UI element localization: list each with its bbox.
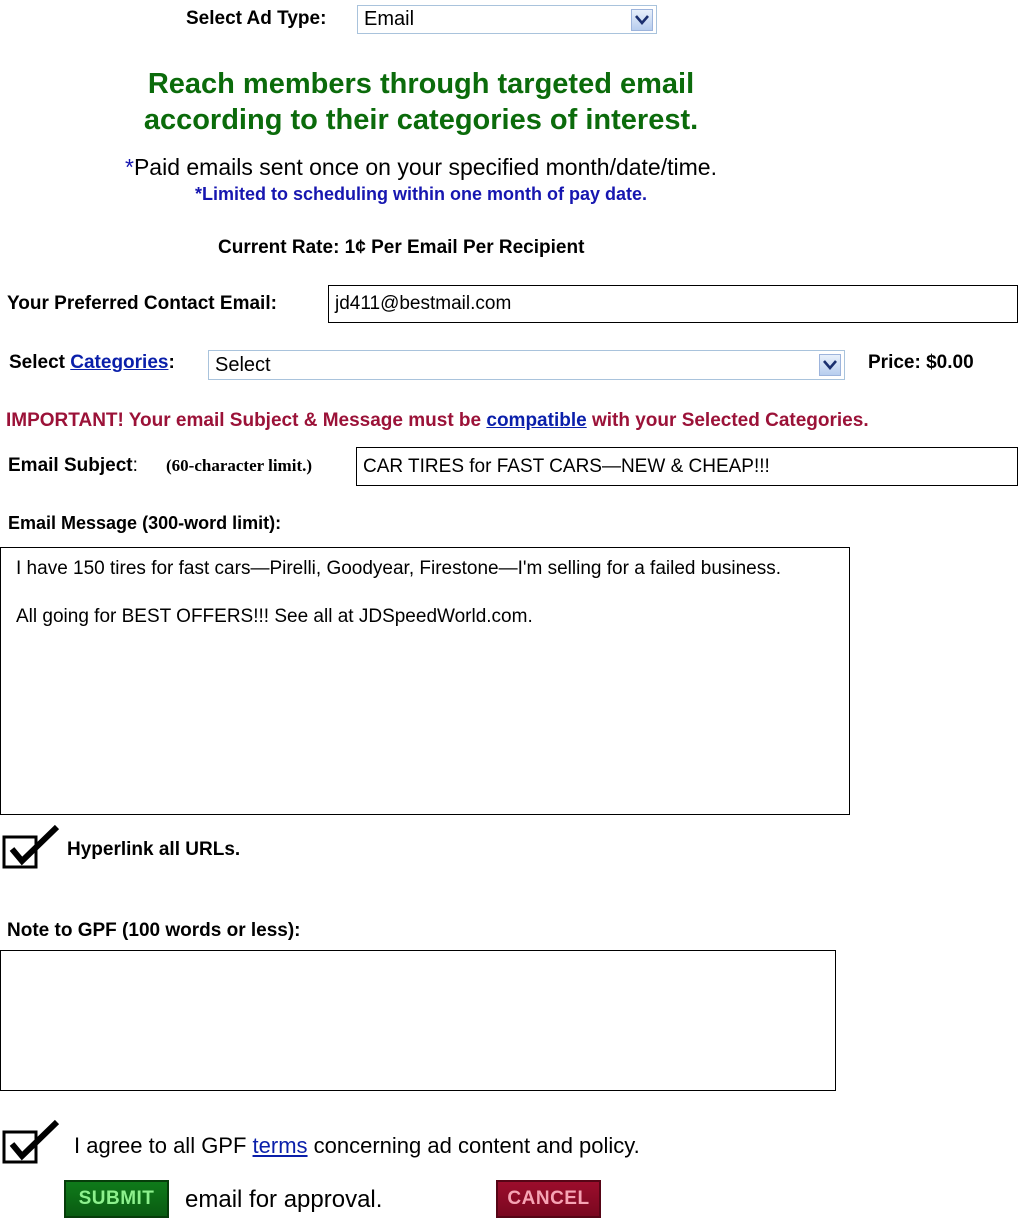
categories-prefix: Select: [9, 352, 71, 373]
subject-input[interactable]: CAR TIRES for FAST CARS—NEW & CHEAP!!!: [356, 447, 1018, 486]
categories-label: [9, 352, 175, 374]
message-label-main: Email Message: [8, 513, 138, 533]
categories-link[interactable]: Categories: [70, 352, 169, 373]
message-paragraph-2: All going for BEST OFFERS!!! See all at JDSpeedWorld.com.: [16, 606, 533, 627]
ad-type-label: Select Ad Type:: [186, 8, 327, 29]
note-label: Note to GPF (100 words or less):: [7, 920, 301, 941]
agree-checkbox[interactable]: [2, 1118, 60, 1169]
contact-email-input[interactable]: jd411@bestmail.com: [328, 285, 1018, 323]
categories-value: Select: [215, 353, 271, 376]
headline-line2: according to their categories of interest.: [143, 104, 699, 136]
headline: [0, 66, 842, 138]
subject-colon: :: [132, 455, 138, 476]
message-paragraph-1: I have 150 tires for fast cars—Pirelli, Goodyear, Firestone—I'm selling for a failed business.: [16, 558, 782, 579]
message-label: [8, 513, 281, 534]
subject-limit: (60-character limit.): [166, 456, 313, 475]
agree-text: [74, 1133, 640, 1159]
terms-link[interactable]: terms: [252, 1133, 308, 1158]
current-rate: Current Rate: 1¢ Per Email Per Recipient: [218, 237, 585, 258]
contact-email-label: Your Preferred Contact Email:: [7, 293, 277, 314]
categories-suffix: :: [168, 352, 175, 373]
paid-emails-note: [0, 154, 842, 181]
compatible-link[interactable]: compatible: [486, 410, 587, 431]
ad-type-value: Email: [364, 8, 415, 30]
agree-before: I agree to all GPF: [74, 1133, 253, 1158]
checkbox-checked-icon: [2, 1118, 60, 1164]
paid-text: Paid emails sent once on your specified month/date/time.: [133, 154, 717, 180]
submit-button[interactable]: SUBMIT: [64, 1180, 169, 1218]
hyperlink-checkbox[interactable]: [2, 823, 60, 874]
ad-type-select[interactable]: [357, 5, 657, 34]
subject-label: Email Subject: [8, 455, 133, 476]
cancel-button[interactable]: CANCEL: [496, 1180, 601, 1218]
important-notice: [6, 410, 869, 432]
subject-label-group: [8, 455, 138, 477]
important-after: with your Selected Categories.: [586, 410, 869, 431]
note-textarea[interactable]: [0, 950, 836, 1091]
message-textarea[interactable]: [0, 547, 850, 815]
chevron-down-icon[interactable]: [631, 9, 653, 31]
agree-after: concerning ad content and policy.: [307, 1133, 640, 1158]
chevron-down-icon[interactable]: [819, 354, 841, 376]
categories-select[interactable]: [208, 350, 845, 380]
important-before: IMPORTANT! Your email Subject & Message must be: [6, 410, 487, 431]
submit-description: email for approval.: [185, 1186, 383, 1213]
checkbox-checked-icon: [2, 823, 60, 869]
headline-line1: Reach members through targeted email: [147, 68, 695, 100]
message-label-limit: (300-word limit):: [137, 513, 282, 533]
price-display: Price: $0.00: [868, 352, 974, 373]
paid-star: *: [125, 154, 134, 180]
hyperlink-label: Hyperlink all URLs.: [67, 839, 241, 860]
scheduling-limit-note: *Limited to scheduling within one month of pay date.: [194, 184, 647, 204]
